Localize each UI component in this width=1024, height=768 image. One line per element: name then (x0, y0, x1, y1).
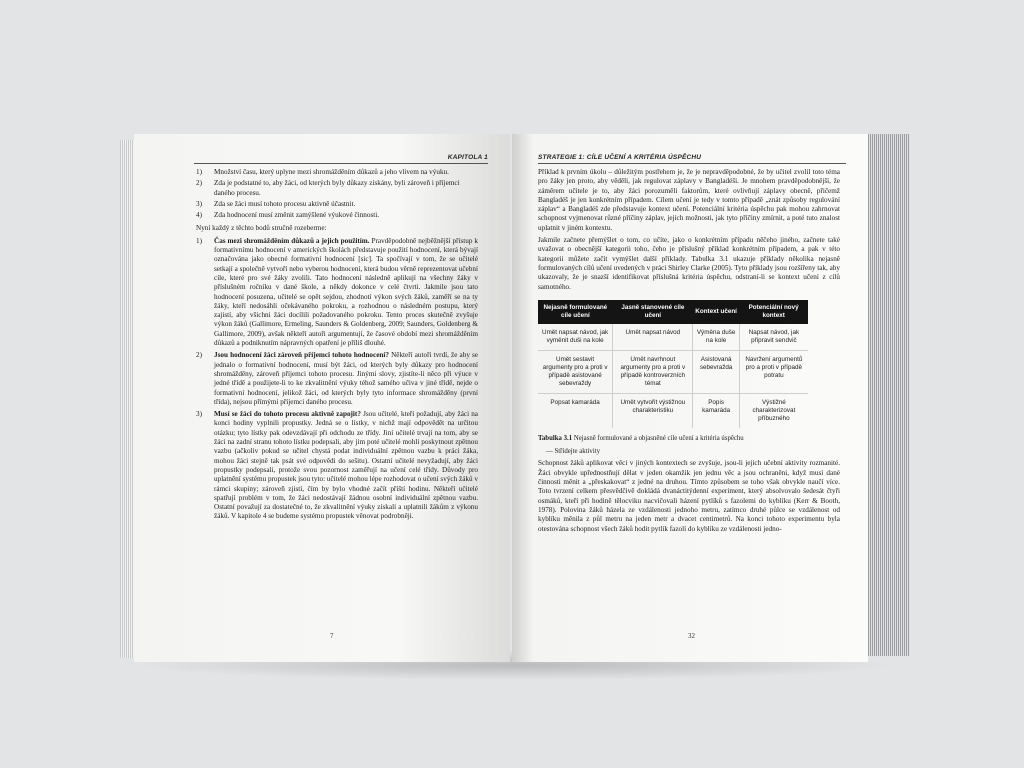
list-item: 3) Zda se žáci musí tohoto procesu aktivně účastnit. (196, 199, 356, 208)
learning-goals-table (538, 300, 808, 428)
lead-sentence: Nyní každý z těchto bodů stručně rozeberme: (196, 224, 327, 233)
left-body-text (196, 168, 478, 526)
discussion-list (196, 237, 478, 522)
table-cell: Výstižné charakterizovat příbuzného (752, 398, 796, 422)
table-header-cell: Kontext učení (693, 300, 739, 324)
table-header-cell: Jasně stanovené cíle učení (613, 300, 693, 324)
page-edges-left (120, 140, 134, 658)
page-edges-right (866, 134, 910, 656)
table-header-row (538, 300, 808, 324)
list-item: 3) Musí se žáci do tohoto procesu aktivně zapojit? Jsou učitelé, kteří požadují, aby žáci na konci hodiny vyplnili propustky. Jedná se o lístky, v nichž mají odpovědět na určitou otázku; tyto lístky pak odevzdávají při odchodu ze třídy. Jiní učitelé trvají na tom, aby se žáci na zadní stranu tohoto lístku podepsali, aby jim poté učitelé mohli poskytnout zpětnou vazbu (ačkoliv pokud se učitel chystá podat individuální zpětnou vazbu k práci žáka, mohou žáci stejně tak psát své odpovědi do sešitu). Ostatní učitelé nevyžadují, aby žáci propustky podepsali, protože svou pozornost zaměřují na učení celé třídy. Důvody pro uplatnění systému propustek jsou tyto: učitelé mohou lépe rozhodovat o učení svých žáků v rámci skupiny; zároveň zjistí, čím by bylo vhodné začít příští hodinu. Někteří učitelé spatřují problém v tom, že žáci nedostávají žádnou osobní individuální zpětnou vazbu. Ostatní považují za dostatečné to, že zkvalitnění výuky získali a uplatnili žákům z výkonu žáků. V kapitole 4 se budeme systému propustek věnovat podrobněji. (196, 410, 478, 521)
table-cell: Výměna duše na kole (693, 324, 739, 351)
table-cell: Asistovaná sebevražda (693, 350, 739, 393)
table-cell: Napsat návod, jak připravit sendvič (739, 324, 808, 351)
right-body-text (538, 168, 840, 537)
table-cell: Navržení argumentů pro a proti v případě potratu (739, 350, 808, 393)
table-caption: Tabulka 3.1 Nejasně formulované a objasněné cíle učení a kritéria úspěchu (538, 434, 744, 442)
right-page (512, 134, 868, 662)
table-row (538, 393, 808, 428)
table-cell: Umět vytvořit výstižnou charakteristiku (613, 393, 693, 428)
intro-list (196, 168, 478, 220)
table-header-cell: Nejasně formulované cíle učení (538, 300, 613, 324)
paragraph: Příklad k prvním úkolu – důležitým postřehem je, že je nepravděpodobné, že by učitel zvolil toto téma pro žáky jen proto, aby věděli, jak regulovat záplavy v Bangladéši. Je mnohem pravděpodobnější, že záměrem učitele je to, aby žáci porozuměli faktorům, které ovlivňují záplavy obecně, přičemž Bangladéš je jen konkrétním případem. Cílem učení je tedy v tomto případě „znát způsoby regulování záplav“ a Bangladéš zde představuje kontext učení. Potenciální kritéria úspěchu pak mohou zahrnovat schopnost vyjmenovat různé příčiny záplav, jejich možnosti, jak tyto příčiny zmírnit, a poté tuto znalost uplatnit v jiném kontextu. (538, 168, 840, 232)
list-item: 2) Jsou hodnocení žáci zároveň příjemci tohoto hodnocení? Někteří autoři tvrdí, že aby se jednalo o formativní hodnocení, musí být žáci, od kterých byly důkazy pro hodnocení shromážděny, zároveň příjemci tohoto procesu. Jinými slovy, zjistíte-li něco při výuce v jedné třídě a použijete-li to ke zkvalitnění výuky téhož samého učiva v jiné třídě, nejde o formativní hodnocení, jelikož žáci, od kterých byly tyto informace shromážděny (první třída), nejsou přímými příjemci daného procesu. (196, 351, 479, 406)
header-rule (538, 163, 846, 164)
list-item: 4) Zda hodnocení musí změnit zamýšlené výukové činnosti. (196, 211, 380, 220)
left-page (134, 134, 510, 662)
page-number: 7 (330, 632, 334, 640)
dash-list-item: — Střídejte aktivity (546, 448, 600, 456)
running-head: KAPITOLA 1 (447, 154, 488, 161)
table-row (538, 324, 808, 351)
page-number: 32 (688, 632, 695, 640)
table-row (538, 350, 808, 393)
paragraph: Jakmile začnete přemýšlet o tom, co učíte, jako o konkrétním případu něčeho jiného, začnete také uvažovat o obecnější kategorii toho, čeho je příslušný příklad konkrétním případem, a pak v této kategorii můžete začít vymýšlet další příklady. Tabulka 3.1 ukazuje příklady několika nejasně formulovaných cílů učení uvedených v práci Shirley Clarke (2005). Tyto příklady jsou rozšířeny tak, aby ukazovaly, že je snazší identifikovat příslušná kritéria úspěchu, odstraní-li se kontext učení z cílů samotného. (538, 236, 840, 291)
table-cell: Umět napsat návod (613, 324, 693, 351)
list-item: 1) Množství času, který uplyne mezi shromážděním důkazů a jeho vlivem na výuku. (196, 168, 449, 176)
table-cell: Popsat kamaráda (538, 393, 613, 428)
header-rule (194, 163, 488, 164)
table-cell: Popis kamaráda (693, 393, 739, 428)
table-cell: Umět napsat návod, jak vyměnit duši na kole (538, 324, 613, 351)
table-header-cell: Potenciální nový kontext (739, 300, 808, 324)
list-item: 1) Čas mezi shromážděním důkazů a jejich použitím. Pravděpodobně nejběžnější přístup k formativnímu hodnocení v amerických školách představuje použití hodnocení, která bývají označována jako obecné formativní hodnocení [sic]. Ta spočívají v tom, že se učitelé setkají a společně vytvoří nebo vyberou hodnocení, která budou věrně reprezentovat učební cíle, které pro své žáky zvolili. Tato hodnocení následně aplikují na všechny žáky v příslušném ročníku v dané škole, a někdy dokonce v celé čtvrti. Jakmile jsou tato hodnocení posuzena, učitelé se opět sejdou, zhodnotí výkon svých žáků, zaměří se na ty žáky, kteří nedosáhli očekávaného pokroku, a rozhodnou o následném postupu, který zajistí, aby všichni žáci docílili požadovaného pokroku. Tento proces skutečně zvyšuje výkon žáků (Gallimore, Ermeling, Saunders & Goldenberg, 2009; Saunders, Goldenberg & Gallimore, 2009), avšak někteří autoři argumentují, že časové období mezi shromážděním důkazů a podniknutím nápravných opatření je příliš dlouhé. (196, 236, 479, 348)
paragraph: Schopnost žáků aplikovat věci v jiných kontextech se zvyšuje, jsou-li jejich učební aktivity rozmanité. Žáci obvykle upřednostňují dělat v jeden okamžik jen jednu věc a jsou ochraněni, když musí dané činnosti měnit a „přeskakovat“ z jedné na druhou. Tímto způsobem se toho však obvykle naučí více. Toto tvrzení celkem přesvědčivě dokládá dvanáctitýdenní experiment, který absolvovalo šedesát čtyři osmáků, kteří při hodině tělocviku nacvičovali házení pytlíků s fazolemi do kyblíku (Kerr & Booth, 1978). Polovina žáků házela ze vzdálenosti jednoho metru, zatímco druhé půlce se vzdálenost od kyblíku měnila z půl metru na jeden metr a dvacet centimetrů. Na konci tohoto experimentu byla otestována schopnost všech žáků hodit pytlík fazolí do kyblíku ze vzdálenosti jedno- (538, 459, 840, 533)
running-head: STRATEGIE 1: CÍLE UČENÍ A KRITÉRIA ÚSPĚCHU (538, 154, 702, 161)
table-cell: Umět sestavit argumenty pro a proti v případě asistované sebevraždy (538, 350, 613, 393)
list-item: 2) Zda je podstatné to, aby žáci, od kterých byly důkazy získány, byli zároveň i příjemci daného procesu. (196, 179, 460, 197)
table-cell: Umět navrhnout argumenty pro a proti v případě kontroverzních témat (613, 350, 693, 393)
